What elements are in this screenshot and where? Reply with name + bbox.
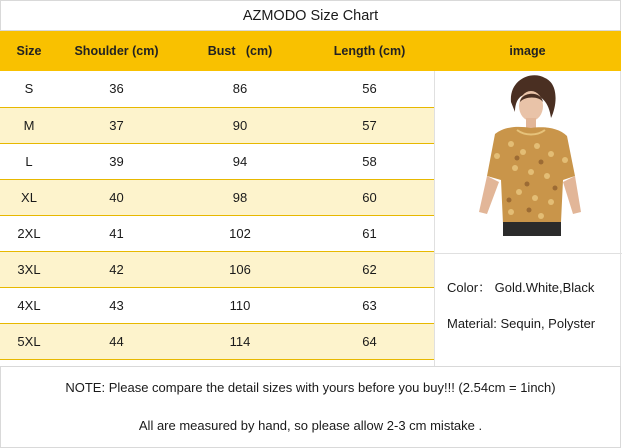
cell-size: XL — [0, 179, 58, 215]
note-measured-by-hand: All are measured by hand, so please allow 2-3 cm mistake . — [138, 418, 483, 433]
cell-shoulder: 41 — [58, 215, 175, 251]
cell-shoulder: 44 — [58, 323, 175, 359]
header-shoulder: Shoulder (cm) — [58, 31, 175, 71]
cell-bust: 106 — [175, 251, 305, 287]
divider — [435, 253, 622, 254]
cell-length: 62 — [305, 251, 434, 287]
cell-bust: 94 — [175, 143, 305, 179]
cell-size: S — [0, 71, 58, 107]
cell-shoulder: 43 — [58, 287, 175, 323]
chart-title: AZMODO Size Chart — [0, 0, 621, 31]
cell-length: 57 — [305, 107, 434, 143]
cell-bust: 102 — [175, 215, 305, 251]
cell-length: 64 — [305, 323, 434, 359]
cell-size: 4XL — [0, 287, 58, 323]
cell-bust: 114 — [175, 323, 305, 359]
cell-bust: 110 — [175, 287, 305, 323]
cell-length: 60 — [305, 179, 434, 215]
cell-length: 56 — [305, 71, 434, 107]
cell-length: 63 — [305, 287, 434, 323]
cell-shoulder: 36 — [58, 71, 175, 107]
cell-bust: 98 — [175, 179, 305, 215]
color-info: Color： Gold.White,Black — [447, 280, 595, 295]
header-bust: Bust (cm) — [175, 31, 305, 71]
header-image: image — [434, 31, 621, 71]
cell-size: L — [0, 143, 58, 179]
material-info: Material: Sequin, Polyster — [447, 316, 596, 331]
header-length: Length (cm) — [305, 31, 434, 71]
product-info-panel — [434, 71, 621, 366]
cell-size: M — [0, 107, 58, 143]
cell-size: 3XL — [0, 251, 58, 287]
cell-shoulder: 40 — [58, 179, 175, 215]
cell-size: 2XL — [0, 215, 58, 251]
cell-bust: 86 — [175, 71, 305, 107]
notes-section — [0, 366, 621, 448]
product-photo — [471, 72, 587, 236]
cell-shoulder: 42 — [58, 251, 175, 287]
cell-shoulder: 37 — [58, 107, 175, 143]
note-compare-sizes: NOTE: Please compare the detail sizes with yours before you buy!!! (2.54cm = 1inch) — [65, 380, 556, 395]
cell-size: 5XL — [0, 323, 58, 359]
cell-shoulder: 39 — [58, 143, 175, 179]
cell-bust: 90 — [175, 107, 305, 143]
header-size: Size — [0, 31, 58, 71]
header-row — [0, 31, 621, 71]
cell-length: 61 — [305, 215, 434, 251]
cell-length: 58 — [305, 143, 434, 179]
